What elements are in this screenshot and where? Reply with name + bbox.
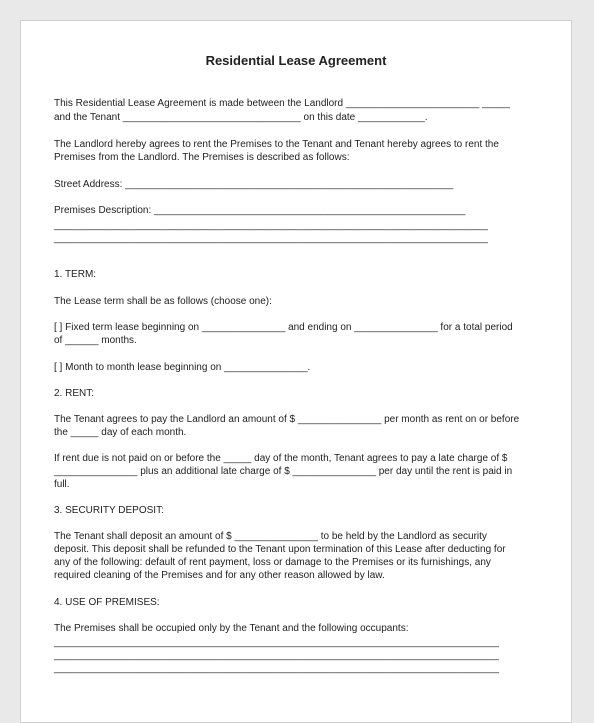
section-heading-security-deposit: 3. SECURITY DEPOSIT: — [54, 505, 164, 516]
deposit-line-2: deposit. This deposit shall be refunded to the Tenant upon termination of this Lease after deducting for — [54, 544, 506, 555]
document-title: Residential Lease Agreement — [205, 53, 387, 68]
blank-line: ______________________________________________________________________________ — [54, 220, 488, 231]
fixed-term-option-line-2: of ______ months. — [54, 335, 137, 346]
street-address-line: Street Address: ___________________________________________________________ — [54, 179, 454, 190]
premises-description-line: Premises Description: ________________________________________________________ — [54, 205, 466, 216]
late-charge-line-2: _______________ plus an additional late charge of $ _______________ per day until the rent is paid in — [54, 466, 513, 477]
late-charge-line-3: full. — [54, 479, 70, 490]
intro-line-landlord: This Residential Lease Agreement is made between the Landlord ________________________ _____ — [54, 98, 510, 109]
section-heading-term: 1. TERM: — [54, 269, 97, 280]
term-intro-line: The Lease term shall be as follows (choose one): — [54, 296, 272, 307]
premises-agreement-line-2: Premises from the Landlord. The Premises is described as follows: — [54, 152, 350, 163]
occupants-intro-line: The Premises shall be occupied only by the Tenant and the following occupants: — [54, 623, 409, 634]
premises-agreement-line-1: The Landlord hereby agrees to rent the Premises to the Tenant and Tenant hereby agrees to rent the — [54, 139, 499, 150]
deposit-line-1: The Tenant shall deposit an amount of $ _______________ to be held by the Landlord as security — [54, 531, 487, 542]
blank-line: ________________________________________________________________________________ — [54, 637, 499, 648]
deposit-line-3: any of the following: default of rent payment, loss or damage to the Premises or its furnishings, any — [54, 557, 491, 568]
month-to-month-option-line: [ ] Month to month lease beginning on _______________. — [54, 362, 311, 373]
document-page — [20, 20, 572, 723]
fixed-term-option-line-1: [ ] Fixed term lease beginning on _______________ and ending on _______________ for a total period — [54, 322, 513, 333]
rent-line-2: the _____ day of each month. — [54, 427, 187, 438]
deposit-line-4: required cleaning of the Premises and for any other reason allowed by law. — [54, 570, 385, 581]
rent-line-1: The Tenant agrees to pay the Landlord an amount of $ _______________ per month as rent on or before — [54, 414, 520, 425]
section-heading-use-of-premises: 4. USE OF PREMISES: — [54, 597, 160, 608]
section-heading-rent: 2. RENT: — [54, 388, 95, 399]
blank-line: ________________________________________________________________________________ — [54, 650, 499, 661]
intro-line-tenant: and the Tenant ________________________________ on this date ____________. — [54, 112, 428, 123]
blank-line: ______________________________________________________________________________ — [54, 233, 488, 244]
blank-line: ________________________________________________________________________________ — [54, 663, 499, 674]
late-charge-line-1: If rent due is not paid on or before the _____ day of the month, Tenant agrees to pay a late charge of $ — [54, 453, 508, 464]
